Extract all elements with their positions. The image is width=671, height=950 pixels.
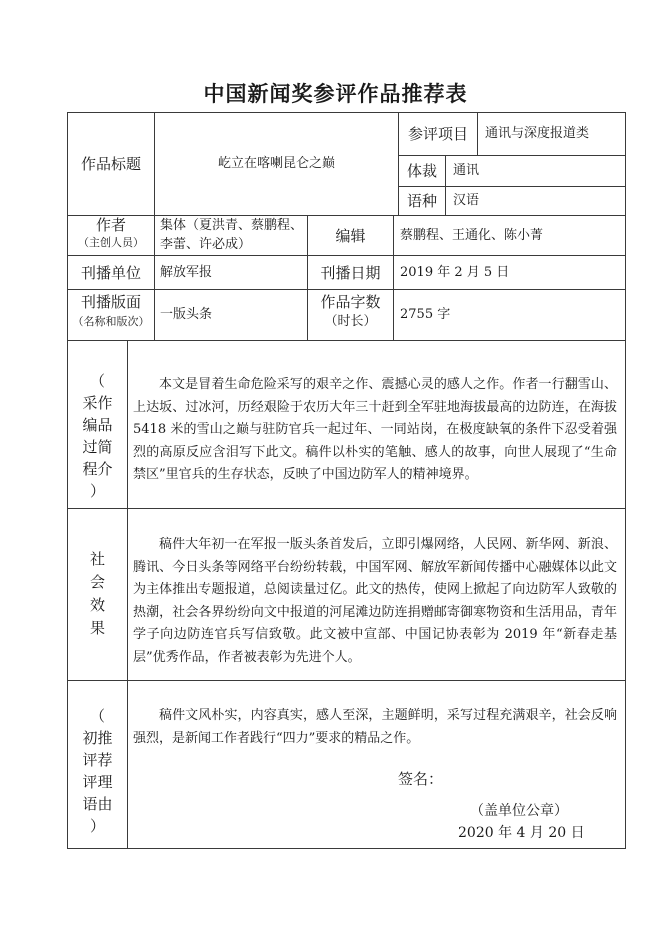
page-label: 刊播版面 xyxy=(80,293,141,311)
language-label: 语种 xyxy=(406,192,437,210)
effect-text: 稿件大年初一在军报一版头条首发后，立即引爆网络，人民网、新华网、新浪、腾讯、今日头条等网络平台纷纷转载，中国军网、解放军新闻传播中心融媒体以此文为主体推出专题报道，总阅读量过亿。此文的热传，使网上掀起了向边防军人致敬的热潮，社会各界纷纷向文中报道的河尾滩边防连捐赠邮寄御寒物资和生活用品，青年学子向边防连官兵写信致敬。此文被中宣部、中国记协表彰为 2019 年“新春走基层”优秀作品，作者被表彰为先进个人。 xyxy=(133,537,617,665)
unit-label: 刊播单位 xyxy=(80,263,141,282)
table-border-bottom xyxy=(67,848,626,849)
genre-label: 体裁 xyxy=(406,162,437,180)
editor-label: 编辑 xyxy=(335,226,366,245)
table-border-right xyxy=(625,112,626,849)
authors-value-line2: 李蕾、许必成） xyxy=(160,237,252,252)
work-title-label: 作品标题 xyxy=(80,155,141,173)
date-value: 2019 年 2 月 5 日 xyxy=(400,264,510,280)
editor-value: 蔡鹏程、王通化、陈小菁 xyxy=(400,227,544,243)
recommend-text-cell xyxy=(133,705,617,750)
authors-label: 作者 xyxy=(95,216,126,234)
effect-text-cell xyxy=(133,534,617,670)
date-label: 刊播日期 xyxy=(320,263,381,282)
page-label-sub: （名称和版次） xyxy=(72,315,150,328)
page-value: 一版头条 xyxy=(160,307,213,322)
form-title: 中国新闻奖参评作品推荐表 xyxy=(203,81,468,106)
authors-value xyxy=(160,216,307,255)
sign-label: 签名： xyxy=(398,770,444,788)
authors-value-line1: 集体（夏洪青、蔡鹏程、 xyxy=(160,218,304,233)
words-label: 作品字数 xyxy=(320,293,381,311)
words-label-sub: （时长） xyxy=(324,314,377,329)
page-label-cell xyxy=(68,292,154,340)
unit-value: 解放军报 xyxy=(160,264,213,280)
words-value: 2755 字 xyxy=(400,307,451,322)
genre-value: 通讯 xyxy=(453,163,480,178)
sign-date: 2020 年 4 月 20 日 xyxy=(458,825,585,841)
work-title-value: 屹立在喀喇昆仑之巅 xyxy=(217,156,335,171)
authors-label-cell xyxy=(68,216,154,255)
recommend-text: 稿件文风朴实，内容真实，感人至深，主题鲜明，采写过程充满艰辛，社会反响强烈，是新闻工作者践行“四力”要求的精品之作。 xyxy=(133,708,617,746)
words-label-cell xyxy=(308,292,393,340)
seal-label: （盖单位公章） xyxy=(470,803,568,819)
authors-label-sub: （主创人员） xyxy=(78,236,144,249)
process-text: 本文是冒着生命危险采写的艰辛之作、震撼心灵的感人之作。作者一行翻雪山、上达坂、过冰河，历经艰险于农历大年三十赶到全军驻地海拔最高的边防连，在海拔 5418 米的雪山之巅与驻防官兵一起过年、一同站岗，在极度缺氧的条件下忍受着强烈的高原反应含泪写下此文。稿件以朴实的笔触、感人的故事，向世人展现了“生命禁区”里官兵的生存状态，反映了中国边防军人的精神境界。 xyxy=(133,377,617,483)
recommend-label: （ 初推 评荐 评理 语由 ） xyxy=(82,707,113,835)
category-value: 通讯与深度报道类 xyxy=(485,126,590,141)
language-value: 汉语 xyxy=(453,193,480,208)
category-label: 参评项目 xyxy=(407,125,468,143)
effect-label: 社 会 效 果 xyxy=(89,550,105,637)
process-label: （ 采作 编品 过简 程介 ） xyxy=(82,372,113,500)
process-text-cell xyxy=(133,374,617,487)
